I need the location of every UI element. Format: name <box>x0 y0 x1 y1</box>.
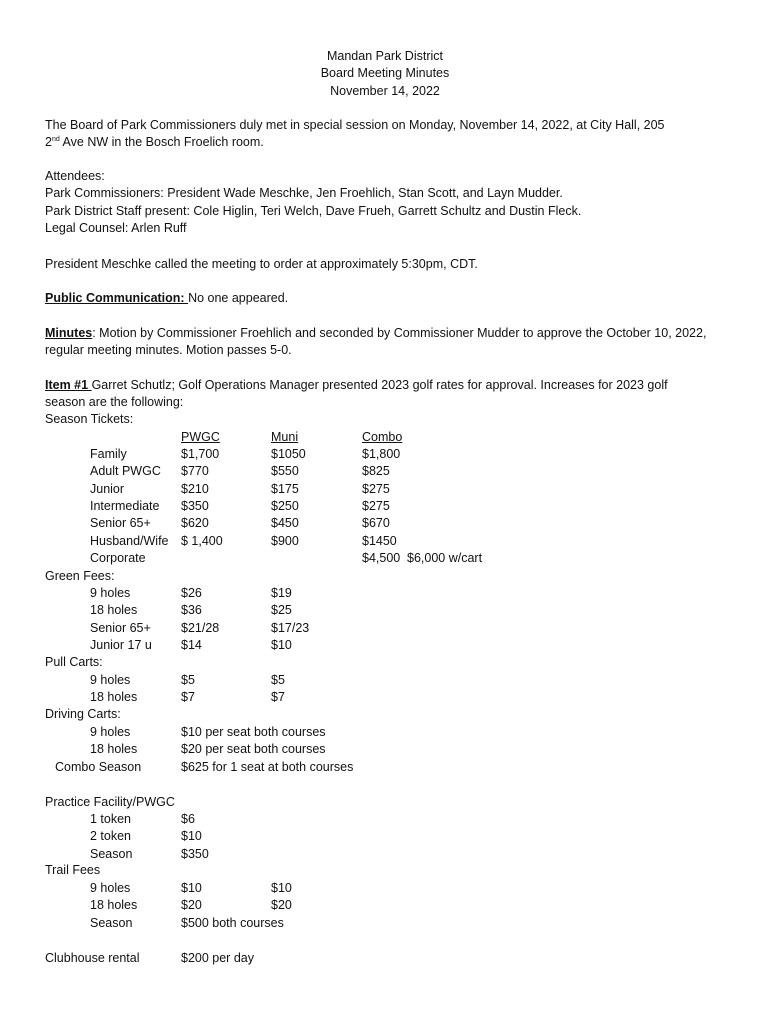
green-fees-heading: Green Fees: <box>45 569 115 583</box>
column-header-pwgc: PWGC <box>181 430 220 444</box>
call-to-order: President Meschke called the meeting to order at approximately 5:30pm, CDT. <box>45 257 478 271</box>
table-row <box>0 759 770 776</box>
table-row: Senior 65+ $21/28 $17/23 <box>90 621 310 635</box>
table-row: 18 holes $20 per seat both courses <box>90 742 326 756</box>
item-1-line-2: season are the following: <box>45 395 184 410</box>
trail-fees-heading-row <box>0 862 770 879</box>
attendees-section <box>45 168 735 238</box>
practice-heading-row <box>0 794 770 811</box>
intro-paragraph <box>45 117 735 152</box>
minutes-line-2: regular meeting minutes. Motion passes 5-0. <box>45 343 292 358</box>
pull-carts-heading-row <box>0 654 770 671</box>
trail-season-label: Season <box>90 916 133 930</box>
table-row: Junior 17 u $14 $10 <box>90 638 292 652</box>
table-row: 9 holes $10 per seat both courses <box>90 725 326 739</box>
table-row: Husband/Wife $ 1,400 $900 $1450 <box>90 534 397 548</box>
table-row: Season $350 <box>90 847 209 861</box>
public-communication-label: Public Communication: <box>45 291 189 305</box>
driving-carts-heading: Driving Carts: <box>45 707 121 721</box>
table-row: Junior $210 $175 $275 <box>90 482 390 496</box>
attendees-counsel: Legal Counsel: Arlen Ruff <box>45 221 187 236</box>
combo-season-label: Combo Season <box>55 760 142 774</box>
table-row: 1 token $6 <box>90 812 195 826</box>
clubhouse-row <box>0 950 770 967</box>
column-headers <box>0 429 770 446</box>
table-row: 2 token $10 <box>90 829 202 843</box>
practice-heading: Practice Facility/PWGC <box>45 795 175 809</box>
table-row: 18 holes $20 $20 <box>90 898 292 912</box>
trail-season-value: $500 both courses <box>181 916 284 930</box>
item-1-section <box>45 377 735 412</box>
table-row: 18 holes $7 $7 <box>90 690 285 704</box>
attendees-commissioners: Park Commissioners: President Wade Meschke, Jen Froehlich, Stan Scott, and Layn Mudder. <box>45 186 563 201</box>
table-row: 9 holes $26 $19 <box>90 586 292 600</box>
item-1-line-1: Item #1 Garret Schutlz; Golf Operations Manager presented 2023 golf rates for approval. Increases for 2023 golf <box>45 378 668 392</box>
public-communication-text: No one appeared. <box>188 291 289 305</box>
clubhouse-label: Clubhouse rental <box>45 951 140 965</box>
season-tickets-heading: Season Tickets: <box>45 412 134 426</box>
table-row: 9 holes $10 $10 <box>90 881 292 895</box>
table-row: Senior 65+ $620 $450 $670 <box>90 516 390 530</box>
table-row: Adult PWGC $770 $550 $825 <box>90 464 390 478</box>
table-row: Family $1,700 $1050 $1,800 <box>90 447 401 461</box>
attendees-heading: Attendees: <box>45 169 105 183</box>
table-row <box>0 915 770 932</box>
document-title: Board Meeting Minutes <box>320 66 450 81</box>
table-row: 18 holes $36 $25 <box>90 603 292 617</box>
minutes-line-1: Minutes: Motion by Commissioner Froehlich and seconded by Commissioner Mudder to approve the October 10, 2022, <box>45 326 707 340</box>
pull-carts-heading: Pull Carts: <box>45 655 103 669</box>
intro-line-1: The Board of Park Commissioners duly met in special session on Monday, November 14, 2022, at City Hall, 205 <box>45 118 665 132</box>
trail-fees-heading: Trail Fees <box>45 863 101 877</box>
minutes-section <box>45 325 735 360</box>
combo-season-value: $625 for 1 seat at both courses <box>181 760 354 774</box>
clubhouse-value: $200 per day <box>181 951 254 965</box>
column-header-combo: Combo <box>362 430 403 444</box>
table-row: 9 holes $5 $5 <box>90 673 285 687</box>
document-header <box>0 48 770 100</box>
green-fees-heading-row <box>0 568 770 585</box>
table-row: Intermediate $350 $250 $275 <box>90 499 390 513</box>
table-row: Corporate $4,500 $6,000 w/cart <box>90 551 483 565</box>
driving-carts-heading-row <box>0 706 770 723</box>
public-communication <box>45 290 735 307</box>
org-name: Mandan Park District <box>326 49 443 63</box>
intro-line-2: 2nd Ave NW in the Bosch Froelich room. <box>45 135 264 150</box>
attendees-staff: Park District Staff present: Cole Higlin, Teri Welch, Dave Frueh, Garrett Schultz and Dustin Fleck. <box>45 203 582 218</box>
meeting-date: November 14, 2022 <box>330 83 440 98</box>
column-header-muni: Muni <box>271 430 299 444</box>
season-tickets-heading-row <box>0 411 770 428</box>
